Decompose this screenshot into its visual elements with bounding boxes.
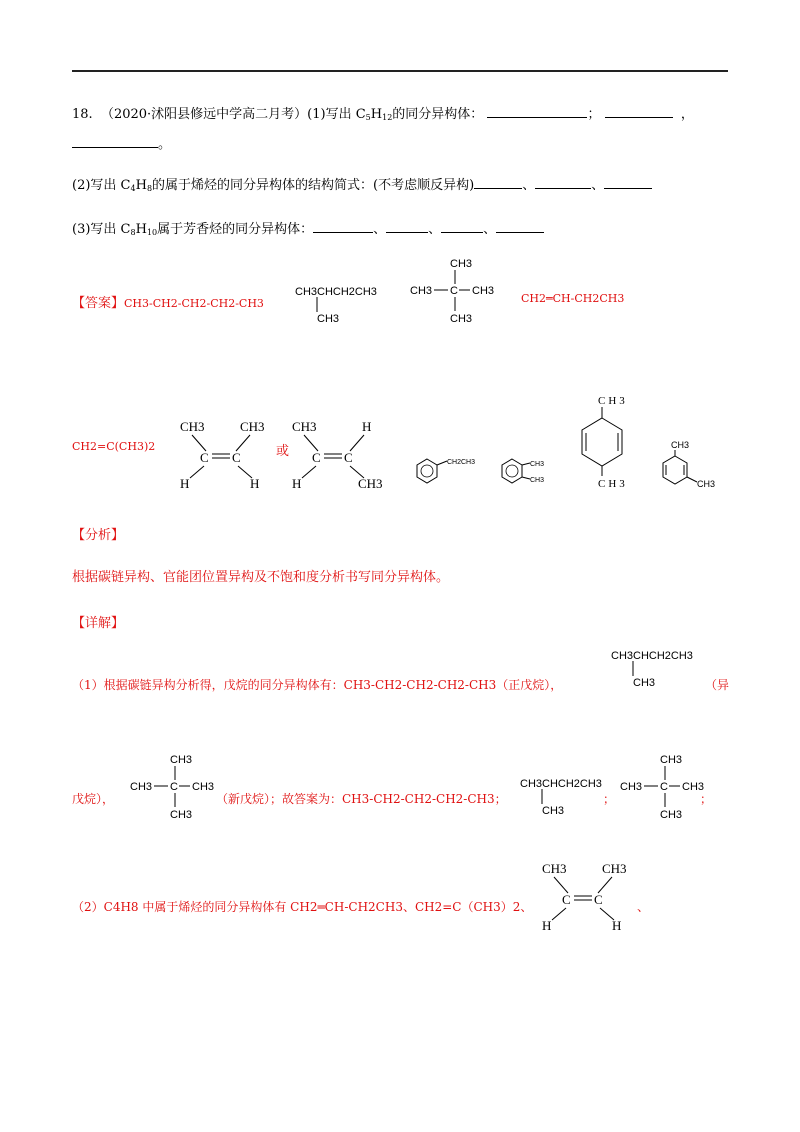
or-text: 或 [276, 444, 290, 459]
svg-text:CH3: CH3 [598, 395, 628, 407]
question-source: （2020·沭阳县修远中学高二月考） [100, 107, 308, 122]
svg-text:CH3: CH3 [660, 809, 683, 821]
svg-text:CH3: CH3 [170, 809, 193, 821]
svg-text:C: C [344, 450, 353, 465]
header-rule [72, 70, 728, 72]
svg-text:CH3: CH3 [542, 861, 567, 876]
svg-text:C: C [660, 781, 668, 793]
answer-label: 【答案】 [72, 296, 125, 311]
detail-line-1: （1）根据碳链异构分析得，戊烷的同分异构体有：CH3-CH2-CH2-CH2-CH3（正戊烷）， [72, 678, 563, 692]
svg-text:H: H [180, 476, 190, 491]
svg-text:CH3: CH3 [472, 285, 495, 297]
svg-text:CH3: CH3 [240, 419, 265, 434]
analysis-label: 【分析】 [72, 528, 125, 543]
answer-blank[interactable] [386, 220, 428, 233]
m-xylene-structure [655, 438, 725, 498]
svg-text:CH3: CH3 [633, 677, 656, 689]
answer-line-1 [72, 292, 264, 311]
ethylbenzene-structure [415, 455, 485, 495]
svg-text:CH3: CH3 [598, 478, 628, 490]
svg-text:C: C [562, 892, 571, 907]
svg-text:CH3: CH3 [542, 805, 565, 817]
isobutene-formula: CH2=C(CH3)2 [72, 440, 156, 453]
svg-text:C: C [450, 285, 458, 297]
isopentane-structure [295, 284, 385, 330]
detail-line-3: （2）C4H8 中属于烯烃的同分异构体有 CH2═CH-CH2CH3、CH2=C（CH3）2、 [72, 900, 533, 914]
svg-text:H: H [292, 476, 302, 491]
isopentane-structure-answer [520, 776, 610, 822]
svg-text:CH3: CH3 [292, 419, 317, 434]
cis-2-butene-structure-detail [540, 860, 636, 938]
svg-text:CH3: CH3 [697, 479, 716, 489]
answer-blank[interactable] [441, 220, 483, 233]
answer-blank[interactable] [487, 105, 587, 118]
answer-blank[interactable] [496, 220, 544, 233]
svg-text:C: C [232, 450, 241, 465]
svg-text:CH3CHCH2CH3: CH3CHCH2CH3 [520, 778, 602, 790]
neopentane-structure-detail [130, 752, 220, 826]
svg-text:CH3CHCH2CH3: CH3CHCH2CH3 [295, 286, 377, 298]
svg-text:CH3: CH3 [450, 313, 473, 325]
svg-text:H: H [362, 419, 372, 434]
detail-line-1-tail: （异 [705, 678, 730, 692]
svg-text:CH3: CH3 [620, 781, 643, 793]
neopentane-structure [410, 256, 500, 330]
svg-text:C: C [170, 781, 178, 793]
answer-blank[interactable] [474, 176, 522, 189]
svg-text:CH3: CH3 [602, 861, 627, 876]
svg-text:CH3: CH3 [317, 313, 340, 325]
trans-2-butene-structure [290, 418, 390, 496]
svg-text:CH3: CH3 [170, 754, 193, 766]
detail-label: 【详解】 [72, 616, 125, 631]
svg-text:CH3: CH3 [130, 781, 153, 793]
svg-text:CH3: CH3 [671, 440, 690, 450]
svg-text:CH3: CH3 [530, 477, 545, 484]
answer-blank[interactable] [72, 135, 158, 148]
cis-2-butene-structure [178, 418, 274, 496]
question-line-1b: 。 [72, 133, 171, 152]
p-xylene-structure [570, 390, 640, 494]
svg-text:CH3: CH3 [660, 754, 683, 766]
svg-text:CH2CH3: CH2CH3 [447, 459, 476, 466]
n-pentane-formula: CH3-CH2-CH2-CH2-CH3 [124, 297, 264, 310]
question-line-3: (3)写出 $C_8H_{10}$属于芳香烃的同分异构体： 、 、 、 [72, 218, 544, 237]
semicolon: ； [603, 792, 616, 806]
question-line-1: 18. （2020·沭阳县修远中学高二月考）(1)写出 $C_5H_{12}$的同分异构体： ； ， [72, 107, 694, 122]
neopentane-structure-answer [620, 752, 713, 826]
answer-blank[interactable] [535, 176, 591, 189]
answer-blank[interactable] [605, 105, 673, 118]
svg-text:C: C [594, 892, 603, 907]
answer-blank[interactable] [604, 176, 652, 189]
answer-blank[interactable] [313, 220, 373, 233]
svg-text:H: H [250, 476, 260, 491]
svg-text:CH3: CH3 [450, 258, 473, 270]
svg-text:CH3: CH3 [682, 781, 705, 793]
svg-text:H: H [542, 918, 552, 933]
butene-1-formula: CH2═CH-CH2CH3 [521, 292, 625, 305]
svg-text:CH3: CH3 [192, 781, 215, 793]
question-line-2: (2)写出 $C_4H_8$的属于烯烃的同分异构体的结构简式：(不考虑顺反异构) 、 、 [72, 174, 652, 193]
question-number: 18. [72, 107, 93, 122]
svg-text:C: C [312, 450, 321, 465]
svg-text:CH3CHCH2CH3: CH3CHCH2CH3 [611, 650, 693, 662]
o-xylene-structure [500, 455, 560, 495]
detail-line-2a: 戊烷）， [72, 792, 115, 806]
svg-text:CH3: CH3 [358, 476, 383, 491]
svg-text:H: H [612, 918, 622, 933]
detail-line-2b: （新戊烷）；故答案为：CH3-CH2-CH2-CH2-CH3； [216, 792, 507, 806]
semicolon: ； [700, 792, 713, 806]
svg-text:C: C [200, 450, 209, 465]
svg-text:CH3: CH3 [530, 461, 545, 468]
enum-comma: 、 [637, 900, 650, 914]
analysis-text: 根据碳链异构、官能团位置异构及不饱和度分析书写同分异构体。 [72, 570, 450, 585]
svg-text:CH3: CH3 [180, 419, 205, 434]
isopentane-structure-detail [611, 648, 701, 694]
svg-text:CH3: CH3 [410, 285, 433, 297]
